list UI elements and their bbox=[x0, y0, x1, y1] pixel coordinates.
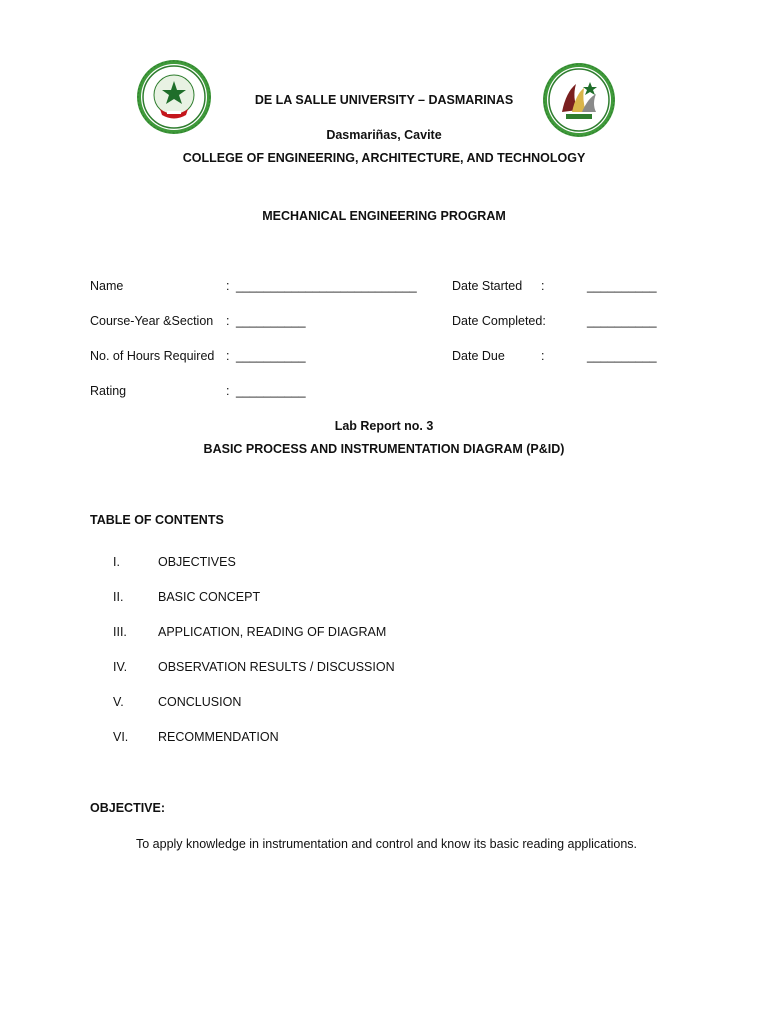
toc-heading: TABLE OF CONTENTS bbox=[90, 513, 224, 527]
objective-text: To apply knowledge in instrumentation and control and know its basic reading applications. bbox=[136, 837, 637, 851]
toc-item-number: I. bbox=[113, 555, 120, 569]
date-due-label: Date Due bbox=[452, 349, 505, 363]
toc-item-objectives: OBJECTIVES bbox=[158, 555, 236, 569]
toc-item-recommendation: RECOMMENDATION bbox=[158, 730, 279, 744]
hours-required-blank: __________ bbox=[236, 349, 306, 363]
course-section-blank: __________ bbox=[236, 314, 306, 328]
toc-item-conclusion: CONCLUSION bbox=[158, 695, 242, 709]
college-name: COLLEGE OF ENGINEERING, ARCHITECTURE, AND TECHNOLOGY bbox=[182, 151, 586, 165]
name-label: Name bbox=[90, 279, 124, 293]
hours-required-colon: : bbox=[226, 349, 230, 363]
lab-report-title: BASIC PROCESS AND INSTRUMENTATION DIAGRAM (P&ID) bbox=[203, 442, 565, 456]
rating-blank: __________ bbox=[236, 384, 306, 398]
rating-colon: : bbox=[226, 384, 230, 398]
date-started-colon: : bbox=[541, 279, 545, 293]
course-section-colon: : bbox=[226, 314, 230, 328]
lab-report-number: Lab Report no. 3 bbox=[334, 419, 434, 433]
program-name: MECHANICAL ENGINEERING PROGRAM bbox=[262, 209, 506, 223]
hours-required-label: No. of Hours Required bbox=[90, 349, 215, 363]
name-blank: __________________________ bbox=[236, 279, 417, 293]
date-started-blank: __________ bbox=[587, 279, 657, 293]
toc-item-number: IV. bbox=[113, 660, 128, 674]
toc-item-basic-concept: BASIC CONCEPT bbox=[158, 590, 261, 604]
university-name: DE LA SALLE UNIVERSITY – DASMARINAS bbox=[254, 93, 514, 107]
toc-item-number: VI. bbox=[113, 730, 129, 744]
date-due-blank: __________ bbox=[587, 349, 657, 363]
toc-item-number: III. bbox=[113, 625, 127, 639]
toc-item-number: V. bbox=[113, 695, 124, 709]
date-completed-blank: __________ bbox=[587, 314, 657, 328]
date-started-label: Date Started bbox=[452, 279, 523, 293]
toc-item-observation: OBSERVATION RESULTS / DISCUSSION bbox=[158, 660, 395, 674]
date-completed-label: Date Completed: bbox=[452, 314, 546, 328]
toc-item-number: II. bbox=[113, 590, 124, 604]
objective-heading: OBJECTIVE: bbox=[90, 801, 166, 815]
name-colon: : bbox=[226, 279, 230, 293]
date-due-colon: : bbox=[541, 349, 545, 363]
course-section-label: Course-Year &Section bbox=[90, 314, 214, 328]
university-location: Dasmariñas, Cavite bbox=[326, 128, 442, 142]
rating-label: Rating bbox=[90, 384, 127, 398]
toc-item-application: APPLICATION, READING OF DIAGRAM bbox=[158, 625, 387, 639]
